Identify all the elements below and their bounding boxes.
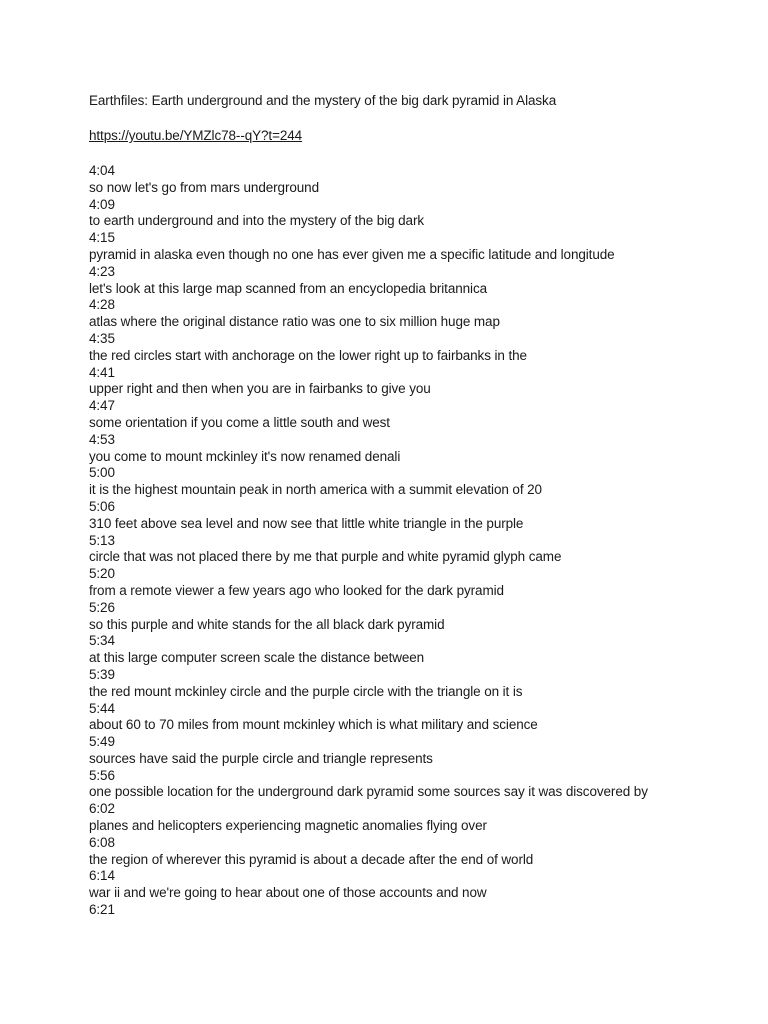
transcript-entry [89, 801, 761, 835]
transcript-line: sources have said the purple circle and triangle represents [89, 750, 433, 766]
transcript-line: the red mount mckinley circle and the purple circle with the triangle on it is [89, 683, 523, 699]
timestamp: 4:35 [89, 330, 115, 346]
transcript-entry [89, 835, 761, 869]
transcript-entry [89, 499, 761, 533]
timestamp: 4:09 [89, 196, 115, 212]
timestamp: 5:34 [89, 633, 115, 649]
transcript-entry [89, 331, 761, 365]
transcript-line: upper right and then when you are in fairbanks to give you [89, 381, 431, 397]
transcript-line: so now let's go from mars underground [89, 179, 319, 195]
transcript-entry [89, 600, 761, 634]
timestamp: 5:39 [89, 666, 115, 682]
timestamp: 6:02 [89, 801, 115, 817]
transcript-line: let's look at this large map scanned from an encyclopedia britannica [89, 280, 488, 296]
timestamp: 4:23 [89, 263, 115, 279]
timestamp: 5:56 [89, 767, 115, 783]
transcript-entry [89, 734, 761, 768]
transcript-entry [89, 297, 761, 331]
timestamp: 4:47 [89, 398, 115, 414]
transcript-line: so this purple and white stands for the all black dark pyramid [89, 616, 445, 632]
transcript-entry [89, 230, 761, 264]
timestamp: 4:04 [89, 163, 115, 178]
transcript-entry [89, 533, 761, 567]
transcript-entry [89, 667, 761, 701]
timestamp: 6:21 [89, 902, 115, 918]
transcript-entry [89, 768, 761, 802]
transcript-line: about 60 to 70 miles from mount mckinley which is what military and science [89, 717, 538, 733]
transcript-line: it is the highest mountain peak in north america with a summit elevation of 20 [89, 482, 542, 498]
transcript-line: the red circles start with anchorage on the lower right up to fairbanks in the [89, 347, 527, 363]
transcript-line: to earth underground and into the mystery of the big dark [89, 213, 425, 229]
document-page [89, 92, 761, 919]
transcript-entry [89, 566, 761, 600]
transcript-entry [89, 701, 761, 735]
transcript-line: 310 feet above sea level and now see that little white triangle in the purple [89, 515, 524, 531]
timestamp: 5:00 [89, 465, 115, 481]
transcript-line: pyramid in alaska even though no one has ever given me a specific latitude and longitude [89, 246, 615, 262]
timestamp: 6:14 [89, 868, 115, 884]
transcript-entry [89, 633, 761, 667]
transcript-line: you come to mount mckinley it's now renamed denali [89, 448, 401, 464]
timestamp: 5:26 [89, 599, 115, 615]
transcript [89, 163, 761, 919]
transcript-line: from a remote viewer a few years ago who looked for the dark pyramid [89, 582, 504, 598]
timestamp: 6:08 [89, 834, 115, 850]
timestamp: 5:49 [89, 734, 115, 750]
transcript-line: some orientation if you come a little south and west [89, 414, 390, 430]
transcript-entry [89, 197, 761, 231]
transcript-entry [89, 365, 761, 399]
document-title: Earthfiles: Earth underground and the mystery of the big dark pyramid in Alaska [89, 93, 557, 108]
transcript-entry [89, 163, 761, 197]
youtube-link[interactable]: https://youtu.be/YMZlc78--qY?t=244 [89, 128, 303, 143]
transcript-entry [89, 432, 761, 466]
transcript-entry [89, 868, 761, 902]
timestamp: 4:41 [89, 364, 115, 380]
transcript-line: planes and helicopters experiencing magnetic anomalies flying over [89, 818, 487, 834]
transcript-entry [89, 398, 761, 432]
timestamp: 5:20 [89, 566, 115, 582]
timestamp: 4:28 [89, 297, 115, 313]
timestamp: 5:06 [89, 498, 115, 514]
timestamp: 5:44 [89, 700, 115, 716]
timestamp: 4:53 [89, 431, 115, 447]
transcript-line: circle that was not placed there by me that purple and white pyramid glyph came [89, 549, 562, 565]
timestamp: 4:15 [89, 230, 115, 246]
transcript-line: one possible location for the underground dark pyramid some sources say it was discovered by [89, 784, 648, 800]
transcript-line: war ii and we're going to hear about one of those accounts and now [89, 885, 487, 901]
transcript-entry [89, 902, 761, 919]
transcript-entry [89, 264, 761, 298]
transcript-line: atlas where the original distance ratio was one to six million huge map [89, 314, 500, 330]
transcript-line: the region of wherever this pyramid is about a decade after the end of world [89, 851, 534, 867]
transcript-line: at this large computer screen scale the distance between [89, 650, 425, 666]
transcript-entry [89, 465, 761, 499]
timestamp: 5:13 [89, 532, 115, 548]
